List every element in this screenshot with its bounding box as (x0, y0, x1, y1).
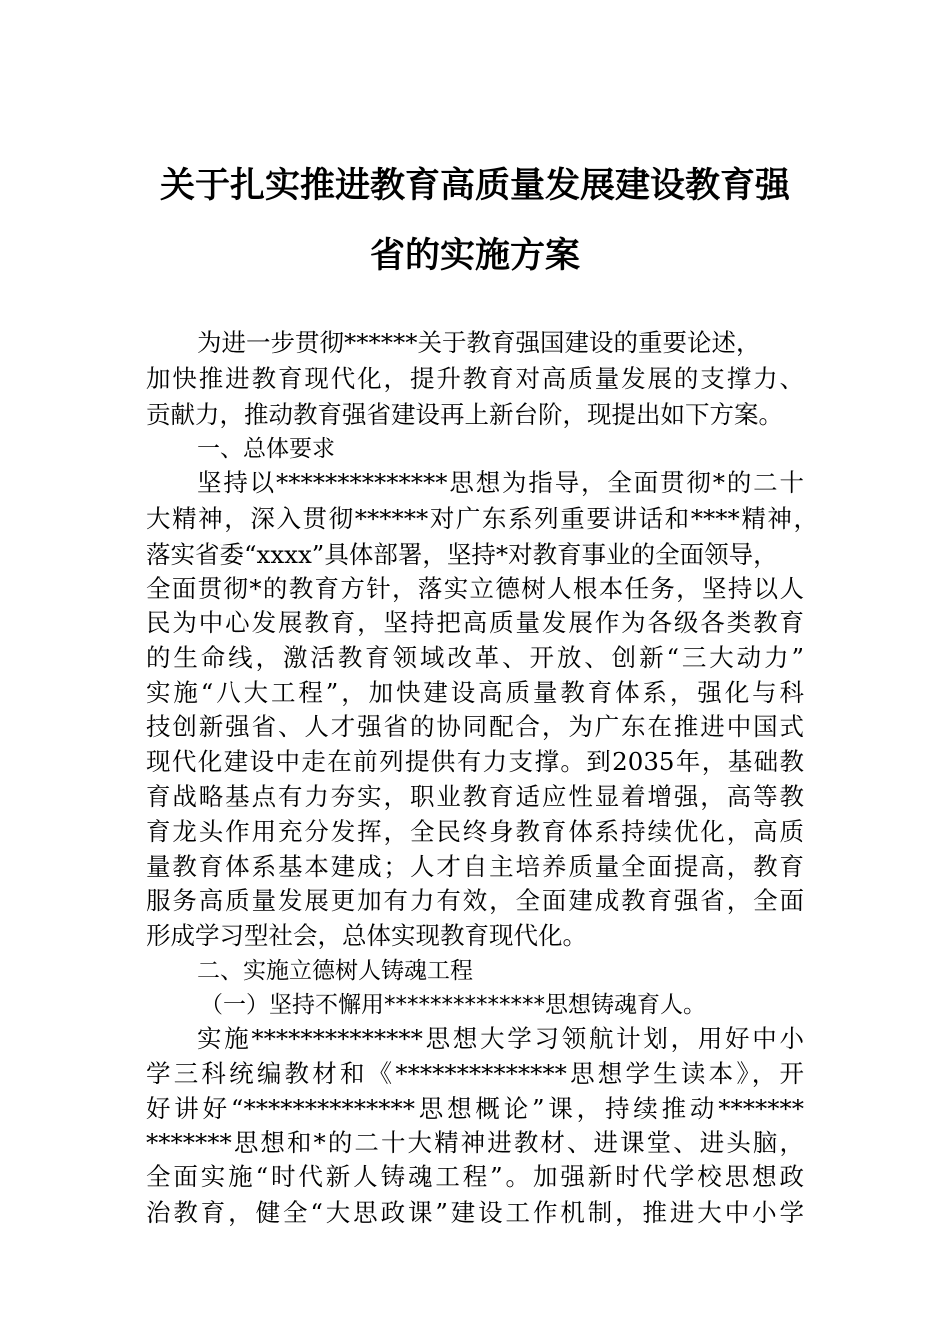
paragraph-line: 贡献力，推动教育强省建设再上新台阶，现提出如下方案。 (146, 400, 783, 429)
paragraph-line: 服务高质量发展更加有力有效，全面建成教育强省，全面 (146, 886, 804, 915)
paragraph-line: 育龙头作用充分发挥，全民终身教育体系持续优化，高质 (146, 817, 804, 846)
paragraph-line: 治教育，健全“大思政课”建设工作机制，推进大中小学 (146, 1198, 804, 1227)
section-heading-moral-education: 二、实施立德树人铸魂工程 (197, 958, 473, 984)
paragraph-line: 形成学习型社会，总体实现教育现代化。 (146, 921, 587, 950)
paragraph-line: 落实省委“xxxx”具体部署，坚持*对教育事业的全面领导， (146, 540, 778, 569)
paragraph-line: 的生命线，激活教育领域改革、开放、创新“三大动力” (146, 643, 804, 672)
document-title-line-2: 省的实施方案 (369, 236, 580, 276)
paragraph-line: 全面实施“时代新人铸魂工程”。加强新时代学校思想政 (146, 1162, 804, 1191)
paragraph-line: 民为中心发展教育，坚持把高质量发展作为各级各类教育 (146, 608, 804, 637)
paragraph-line: 现代化建设中走在前列提供有力支撑。到2035年，基础教 (146, 747, 804, 776)
paragraph-line: 全面贯彻*的教育方针，落实立德树人根本任务，坚持以人 (146, 574, 804, 603)
subsection-heading: （一）坚持不懈用**************思想铸魂育人。 (200, 992, 706, 1018)
paragraph-line: 实施“八大工程”，加快建设高质量教育体系，强化与科 (146, 678, 804, 707)
paragraph-line: 坚持以**************思想为指导，全面贯彻*的二十 (197, 468, 804, 497)
paragraph-line: 量教育体系基本建成；人才自主培养质量全面提高，教育 (146, 852, 804, 881)
section-heading-general-requirements: 一、总体要求 (197, 436, 335, 462)
paragraph-line: 大精神，深入贯彻******对广东系列重要讲话和****精神， (146, 504, 818, 533)
paragraph-line: 加快推进教育现代化，提升教育对高质量发展的支撑力、 (146, 364, 804, 393)
paragraph-line: 学三科统编教材和《**************思想学生读本》，开 (146, 1059, 804, 1088)
document-title-line-1: 关于扎实推进教育高质量发展建设教育强 (159, 166, 790, 206)
paragraph-line: *******思想和*的二十大精神进教材、进课堂、进头脑， (146, 1128, 804, 1157)
paragraph-line: 实施**************思想大学习领航计划，用好中小 (197, 1024, 804, 1053)
paragraph-line: 育战略基点有力夯实，职业教育适应性显着增强，高等教 (146, 782, 804, 811)
paragraph-line: 好讲好“**************思想概论”课，持续推动******* (146, 1094, 804, 1123)
paragraph-line: 为进一步贯彻******关于教育强国建设的重要论述， (197, 328, 761, 357)
paragraph-line: 技创新强省、人才强省的协同配合，为广东在推进中国式 (146, 712, 804, 741)
